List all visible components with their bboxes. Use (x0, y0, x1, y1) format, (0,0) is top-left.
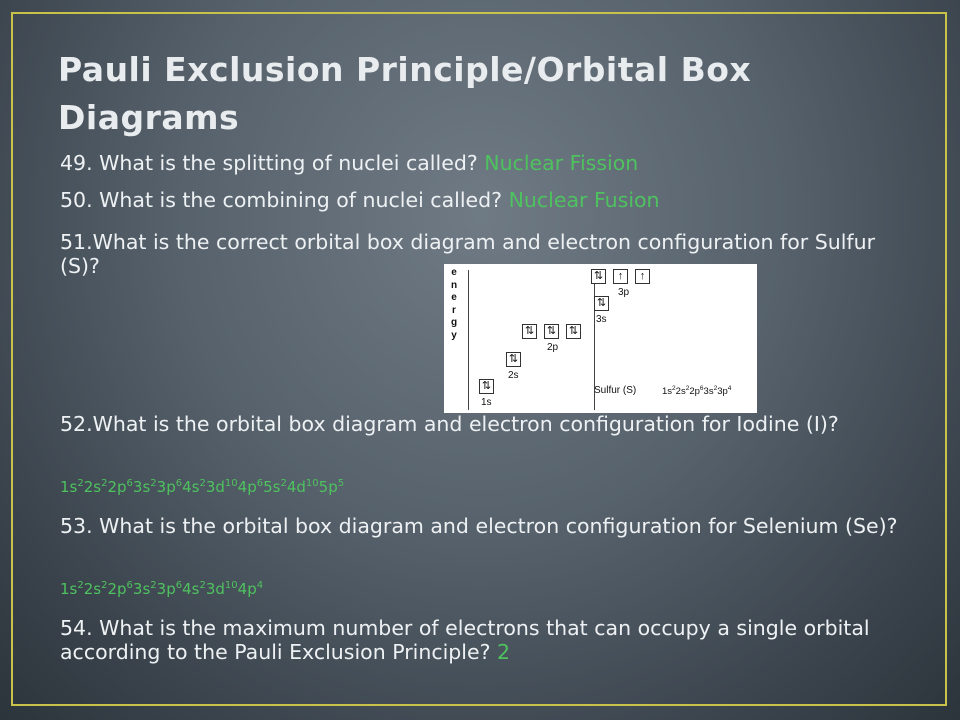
orbital-box-2p: ⇅ (566, 324, 581, 339)
config-count: 2 (713, 385, 718, 392)
config-sublevel: 3d (205, 580, 225, 598)
config-count: 2 (77, 478, 84, 489)
question-49-text: 49. What is the splitting of nuclei called? (60, 151, 485, 175)
energy-letter: g (450, 317, 458, 328)
orbital-box-3p: ↑ (613, 269, 628, 284)
sublevel-label-3s: 3s (596, 314, 607, 325)
config-sublevel: 2p (107, 478, 127, 496)
config-sublevel: 5s (263, 478, 281, 496)
energy-letter: e (451, 267, 457, 278)
config-sublevel: 3p (156, 478, 176, 496)
question-50-text: 50. What is the combining of nuclei called? (60, 188, 509, 212)
iodine-configuration (60, 478, 344, 496)
config-count: 2 (77, 580, 84, 591)
config-count: 10 (224, 580, 238, 591)
energy-letter: y (451, 329, 457, 341)
config-sublevel: 3s (703, 386, 714, 397)
config-sublevel: 2p (689, 386, 700, 397)
sulfur-orbital-diagram (444, 264, 757, 413)
config-count: 2 (672, 385, 676, 392)
config-count: 10 (305, 478, 319, 489)
config-sublevel: 3s (132, 478, 151, 496)
config-sublevel: 1s (662, 386, 673, 397)
config-sublevel: 3p (717, 386, 728, 397)
energy-letter: e (451, 292, 457, 303)
config-count: 6 (175, 478, 183, 489)
config-count: 2 (150, 580, 157, 591)
sublevel-label-3p: 3p (618, 287, 630, 298)
config-count: 2 (280, 478, 287, 489)
config-sublevel: 4s (182, 478, 200, 496)
config-sublevel: 2p (107, 580, 127, 598)
question-52-text: 52.What is the orbital box diagram and electron configuration for Iodine (I)? (60, 412, 839, 436)
question-54-text: 54. What is the maximum number of electrons that can occupy a single orbital according to the Pauli Exclusion Principle? (60, 616, 870, 664)
energy-axis-label (449, 267, 459, 342)
config-sublevel: 4s (182, 580, 200, 598)
config-sublevel: 3d (205, 478, 225, 496)
orbital-box-3s: ⇅ (594, 296, 609, 311)
question-54 (60, 616, 910, 664)
orbital-box-2p: ⇅ (522, 324, 537, 339)
question-50-answer: Nuclear Fusion (508, 188, 660, 212)
config-count: 6 (175, 580, 183, 591)
config-count: 2 (101, 478, 108, 489)
sublevel-label-1s: 1s (481, 397, 492, 408)
element-label: Sulfur (S) (594, 385, 637, 396)
config-count: 6 (126, 478, 133, 489)
config-count: 10 (224, 478, 238, 489)
sublevel-label-2p: 2p (547, 342, 559, 353)
sulfur-configuration (662, 385, 731, 397)
config-sublevel: 2s (83, 580, 102, 598)
config-count: 4 (727, 385, 732, 392)
config-sublevel: 1s (60, 478, 78, 496)
energy-letter: n (450, 279, 458, 291)
config-sublevel: 2s (83, 478, 102, 496)
config-count: 2 (685, 385, 690, 392)
config-count: 5 (337, 478, 345, 489)
config-count: 2 (199, 580, 206, 591)
orbital-box-3p: ↑ (635, 269, 650, 284)
config-sublevel: 4p (237, 580, 257, 598)
config-sublevel: 2s (675, 386, 686, 397)
question-54-answer: 2 (497, 640, 511, 664)
selenium-configuration (60, 580, 263, 598)
config-sublevel: 3s (132, 580, 151, 598)
sublevel-label-2s: 2s (508, 370, 519, 381)
config-count: 2 (101, 580, 108, 591)
orbital-box-3p: ⇅ (591, 269, 606, 284)
config-sublevel: 4d (286, 478, 306, 496)
config-sublevel: 1s (60, 580, 78, 598)
orbital-box-1s: ⇅ (479, 379, 494, 394)
config-sublevel: 4p (237, 478, 257, 496)
energy-axis-line (468, 270, 469, 410)
question-53 (60, 514, 910, 538)
slide-title: Pauli Exclusion Principle/Orbital Box Diagrams (58, 50, 752, 137)
config-sublevel: 5p (318, 478, 338, 496)
question-50 (60, 188, 920, 212)
config-count: 6 (126, 580, 133, 591)
question-52 (60, 412, 910, 436)
question-53-text: 53. What is the orbital box diagram and electron configuration for Selenium (Se)? (60, 514, 898, 538)
config-count: 6 (699, 385, 704, 392)
energy-letter: r (452, 304, 456, 316)
config-count: 6 (256, 478, 264, 489)
orbital-box-2s: ⇅ (506, 352, 521, 367)
question-51-text: 51.What is the correct orbital box diagram and electron configuration for Sulfur (S)? (60, 230, 876, 278)
config-count: 2 (199, 478, 206, 489)
config-count: 4 (256, 580, 264, 591)
question-49 (60, 151, 920, 175)
config-sublevel: 3p (156, 580, 176, 598)
orbital-box-2p: ⇅ (544, 324, 559, 339)
config-count: 2 (150, 478, 157, 489)
question-49-answer: Nuclear Fission (484, 151, 639, 175)
